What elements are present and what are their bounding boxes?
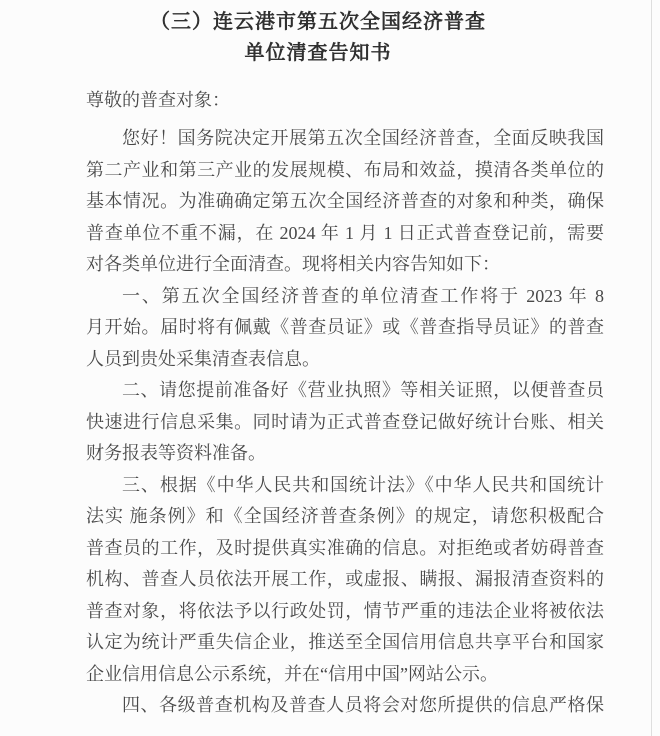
- body-line: 三、根据《中华人民共和国统计法》《中华人民共和国统计: [122, 474, 604, 495]
- document-title-line2: 单位清查告知书: [244, 42, 392, 64]
- body-line: 人员到贵处采集清查表信息。: [86, 348, 320, 369]
- body-line: 普查对象，将依法予以行政处罚，情节严重的违法企业将被依法: [86, 600, 604, 621]
- body-line: 月开始。届时将有佩戴《普查员证》或《普查指导员证》的普查: [86, 317, 604, 337]
- body-line: 财务报表等资料准备。: [86, 443, 266, 463]
- body-line: 企业信用信息公示系统，并在“信用中国”网站公示。: [86, 663, 498, 684]
- body-lines: [86, 123, 604, 722]
- body-line: 基本情况。为准确确定第五次全国经济普查的对象和种类，确保: [86, 191, 604, 211]
- document-title-line1: （三）连云港市第五次全国经济普查: [150, 11, 486, 33]
- body-line: 一、第五次全国经济普查的单位清查工作将于 2023 年 8: [122, 285, 604, 306]
- body-line: 您好！国务院决定开展第五次全国经济普查，全面反映我国: [122, 128, 604, 148]
- body-line: 四、各级普查机构及普查人员将会对您所提供的信息严格保: [122, 695, 604, 715]
- body-line: 快速进行信息采集。同时请为正式普查登记做好统计台账、相关: [86, 411, 604, 432]
- body-line: 第二产业和第三产业的发展规模、布局和效益，摸清各类单位的: [86, 159, 604, 180]
- body-line: 普查单位不重不漏，在 2024 年 1 月 1 日正式普查登记前，需要: [86, 222, 604, 243]
- body-line: 二、请您提前准备好《营业执照》等相关证照，以便普查员: [122, 380, 604, 400]
- body-line: 对各类单位进行全面清查。现将相关内容告知如下：: [86, 254, 500, 274]
- salutation: 尊敬的普查对象：: [86, 90, 230, 110]
- scan-page-edge-line: [651, 0, 652, 736]
- body-line: 普查员的工作，及时提供真实准确的信息。对拒绝或者妨碍普查: [86, 537, 604, 558]
- body-line: 机构、普查人员依法开展工作，或虚报、瞒报、漏报清查资料的: [86, 569, 604, 589]
- body-line: 认定为统计严重失信企业，推送至全国信用信息共享平台和国家: [86, 632, 604, 652]
- document-body: [86, 85, 604, 722]
- body-line: 法实 施条例》和《全国经济普查条例》的规定，请您积极配合: [86, 506, 604, 526]
- document-title: [0, 7, 636, 69]
